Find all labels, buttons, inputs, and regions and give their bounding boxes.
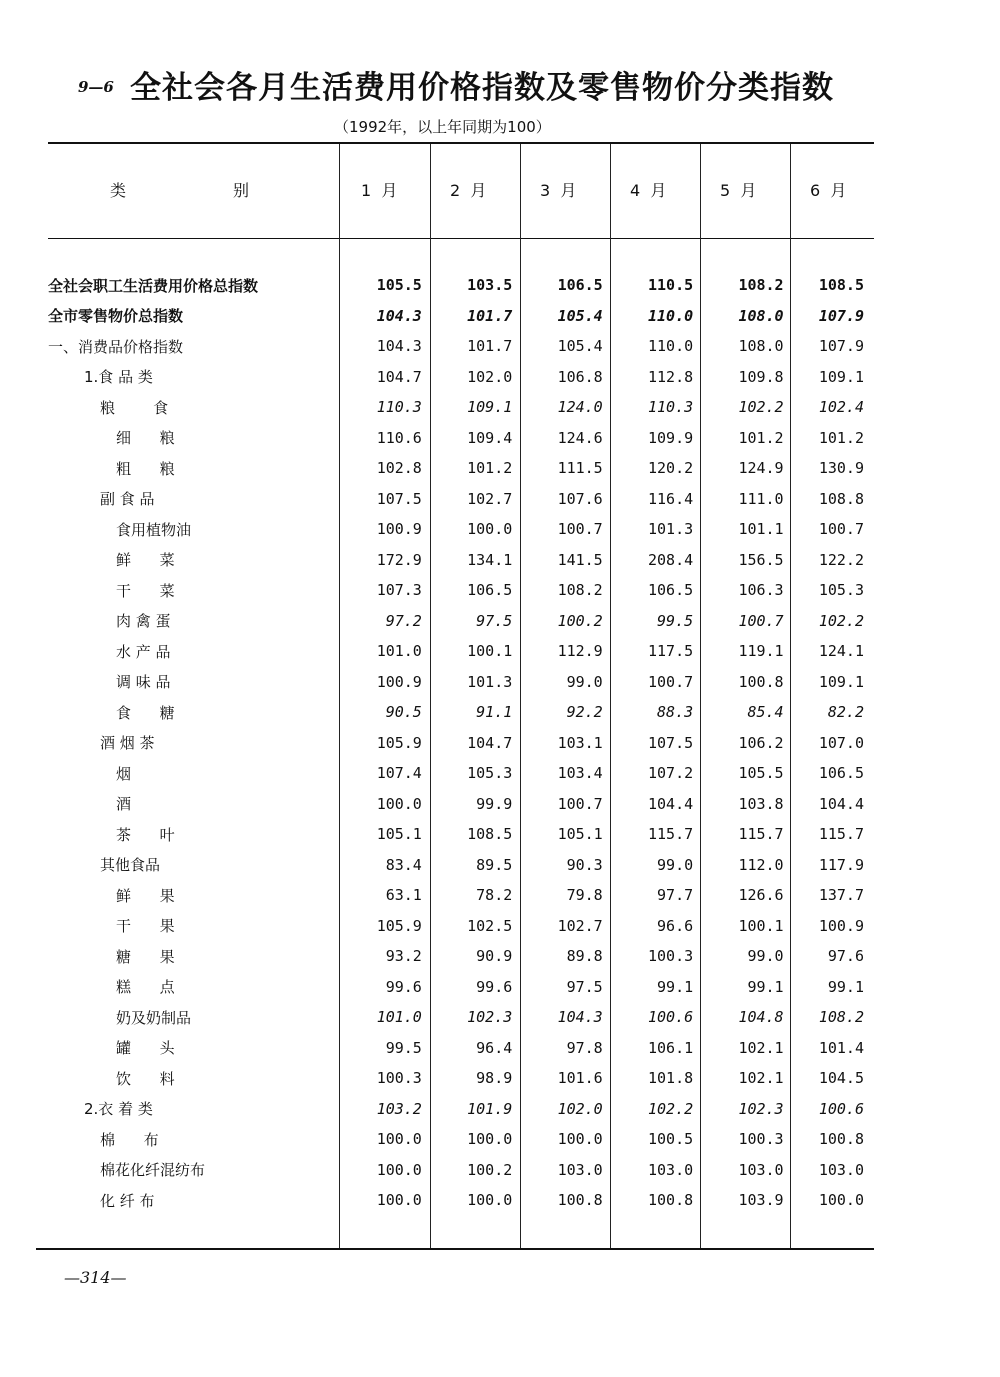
cell-month-6: 105.3: [818, 581, 864, 600]
row-label: 奶及奶制品: [116, 1008, 192, 1027]
cell-month-2: 102.5: [467, 916, 513, 935]
header-month-2: 2 月: [450, 181, 487, 200]
table-row: [48, 667, 874, 698]
table-row: [48, 819, 874, 850]
table-row: [48, 1094, 874, 1125]
cell-month-1: 90.5: [385, 703, 422, 722]
table-row: [48, 1063, 874, 1094]
cell-month-6: 108.2: [818, 1008, 864, 1027]
cell-month-6: 117.9: [818, 855, 864, 874]
cell-month-6: 101.4: [818, 1038, 864, 1057]
cell-month-6: 100.9: [818, 916, 864, 935]
cell-month-4: 110.0: [648, 306, 694, 325]
cell-month-1: 101.0: [376, 642, 422, 661]
cell-month-5: 102.1: [738, 1069, 784, 1088]
cell-month-5: 124.9: [738, 459, 784, 478]
table-row: [48, 331, 874, 362]
cell-month-4: 109.9: [648, 428, 694, 447]
cell-month-3: 89.8: [566, 947, 603, 966]
table-row: [48, 423, 874, 454]
cell-month-2: 134.1: [467, 550, 513, 569]
cell-month-2: 102.7: [467, 489, 513, 508]
cell-month-5: 156.5: [738, 550, 784, 569]
cell-month-6: 107.0: [818, 733, 864, 752]
cell-month-1: 110.6: [376, 428, 422, 447]
header-rule: [48, 238, 874, 239]
table-row: [48, 728, 874, 759]
cell-month-2: 102.3: [467, 1008, 513, 1027]
cell-month-1: 105.5: [376, 276, 422, 295]
cell-month-1: 104.7: [376, 367, 422, 386]
cell-month-6: 100.7: [818, 520, 864, 539]
cell-month-2: 100.0: [467, 1191, 513, 1210]
cell-month-3: 101.6: [557, 1069, 603, 1088]
cell-month-3: 111.5: [557, 459, 603, 478]
cell-month-4: 110.5: [648, 276, 694, 295]
cell-month-6: 107.9: [818, 306, 864, 325]
cell-month-5: 108.0: [738, 306, 784, 325]
cell-month-1: 100.0: [376, 794, 422, 813]
cell-month-2: 101.3: [467, 672, 513, 691]
cell-month-3: 105.4: [557, 337, 603, 356]
cell-month-2: 96.4: [476, 1038, 513, 1057]
table-row: [48, 697, 874, 728]
cell-month-3: 107.6: [557, 489, 603, 508]
cell-month-5: 108.0: [738, 337, 784, 356]
cell-month-3: 99.0: [566, 672, 603, 691]
row-label: 茶 叶: [116, 825, 175, 844]
cell-month-6: 108.5: [818, 276, 864, 295]
cell-month-4: 88.3: [657, 703, 694, 722]
cell-month-6: 100.8: [818, 1130, 864, 1149]
row-label: 一、消费品价格指数: [48, 337, 184, 356]
cell-month-4: 100.6: [648, 1008, 694, 1027]
cell-month-3: 103.1: [557, 733, 603, 752]
cell-month-3: 105.1: [557, 825, 603, 844]
cell-month-1: 104.3: [376, 337, 422, 356]
cell-month-4: 101.8: [648, 1069, 694, 1088]
cell-month-6: 109.1: [818, 672, 864, 691]
cell-month-5: 85.4: [747, 703, 784, 722]
header-category-char-1: 类: [110, 181, 127, 200]
cell-month-4: 104.4: [648, 794, 694, 813]
cell-month-2: 100.0: [467, 520, 513, 539]
cell-month-2: 98.9: [476, 1069, 513, 1088]
cell-month-6: 104.5: [818, 1069, 864, 1088]
table-row: [48, 514, 874, 545]
table-row: [48, 545, 874, 576]
row-label: 细 粮: [116, 429, 175, 448]
cell-month-4: 110.0: [648, 337, 694, 356]
row-label: 2.衣 着 类: [84, 1100, 153, 1119]
row-label: 饮 料: [116, 1069, 175, 1088]
row-label: 食 糖: [116, 703, 175, 722]
cell-month-2: 106.5: [467, 581, 513, 600]
cell-month-3: 100.8: [557, 1191, 603, 1210]
cell-month-3: 90.3: [566, 855, 603, 874]
cell-month-1: 100.3: [376, 1069, 422, 1088]
cell-month-2: 91.1: [476, 703, 513, 722]
cell-month-1: 110.3: [376, 398, 422, 417]
cell-month-2: 108.5: [467, 825, 513, 844]
cell-month-5: 99.0: [747, 947, 784, 966]
table-subtitle: （1992年，以上年同期为100）: [334, 118, 551, 136]
row-label: 调 味 品: [116, 673, 171, 692]
cell-month-2: 103.5: [467, 276, 513, 295]
cell-month-5: 111.0: [738, 489, 784, 508]
cell-month-4: 107.2: [648, 764, 694, 783]
table-number: 9—6: [78, 78, 114, 96]
cell-month-2: 109.1: [467, 398, 513, 417]
cell-month-3: 103.0: [557, 1160, 603, 1179]
cell-month-3: 97.5: [566, 977, 603, 996]
cell-month-1: 102.8: [376, 459, 422, 478]
cell-month-3: 102.0: [557, 1099, 603, 1118]
cell-month-5: 101.1: [738, 520, 784, 539]
cell-month-4: 115.7: [648, 825, 694, 844]
cell-month-4: 106.1: [648, 1038, 694, 1057]
cell-month-6: 101.2: [818, 428, 864, 447]
cell-month-3: 112.9: [557, 642, 603, 661]
cell-month-1: 83.4: [385, 855, 422, 874]
cell-month-4: 110.3: [648, 398, 694, 417]
cell-month-3: 141.5: [557, 550, 603, 569]
cell-month-6: 104.4: [818, 794, 864, 813]
cell-month-5: 115.7: [738, 825, 784, 844]
cell-month-6: 102.4: [818, 398, 864, 417]
row-label: 肉 禽 蛋: [116, 612, 171, 631]
cell-month-1: 100.9: [376, 520, 422, 539]
cell-month-1: 105.1: [376, 825, 422, 844]
cell-month-2: 101.7: [467, 337, 513, 356]
row-label: 糕 点: [116, 978, 175, 997]
row-label: 酒 烟 茶: [100, 734, 155, 753]
cell-month-5: 108.2: [738, 276, 784, 295]
cell-month-3: 100.0: [557, 1130, 603, 1149]
row-label: 干 果: [116, 917, 175, 936]
cell-month-1: 97.2: [385, 611, 422, 630]
page-number: —314—: [64, 1268, 127, 1287]
cell-month-3: 108.2: [557, 581, 603, 600]
cell-month-4: 96.6: [657, 916, 694, 935]
cell-month-1: 99.5: [385, 1038, 422, 1057]
table-row: [48, 972, 874, 1003]
cell-month-6: 82.2: [827, 703, 864, 722]
cell-month-2: 89.5: [476, 855, 513, 874]
table-row: [48, 270, 874, 301]
cell-month-4: 106.5: [648, 581, 694, 600]
cell-month-4: 99.5: [657, 611, 694, 630]
cell-month-4: 99.0: [657, 855, 694, 874]
cell-month-6: 115.7: [818, 825, 864, 844]
cell-month-1: 104.3: [376, 306, 422, 325]
row-label: 粮 食: [100, 398, 169, 417]
table-row: [48, 1124, 874, 1155]
cell-month-1: 63.1: [385, 886, 422, 905]
bottom-rule: [36, 1248, 874, 1250]
row-label: 酒: [116, 795, 132, 814]
cell-month-5: 126.6: [738, 886, 784, 905]
cell-month-4: 99.1: [657, 977, 694, 996]
cell-month-1: 103.2: [376, 1099, 422, 1118]
cell-month-1: 100.0: [376, 1130, 422, 1149]
cell-month-6: 100.6: [818, 1099, 864, 1118]
cell-month-3: 102.7: [557, 916, 603, 935]
cell-month-5: 104.8: [738, 1008, 784, 1027]
cell-month-1: 100.0: [376, 1191, 422, 1210]
cell-month-3: 103.4: [557, 764, 603, 783]
cell-month-2: 109.4: [467, 428, 513, 447]
cell-month-6: 106.5: [818, 764, 864, 783]
table-row: [48, 362, 874, 393]
cell-month-2: 78.2: [476, 886, 513, 905]
row-label: 其他食品: [100, 856, 161, 875]
row-label: 粗 粮: [116, 459, 175, 478]
cell-month-3: 124.0: [557, 398, 603, 417]
cell-month-5: 112.0: [738, 855, 784, 874]
cell-month-5: 106.2: [738, 733, 784, 752]
table-row: [48, 941, 874, 972]
cell-month-3: 106.8: [557, 367, 603, 386]
cell-month-4: 103.0: [648, 1160, 694, 1179]
table-row: [48, 484, 874, 515]
cell-month-3: 100.7: [557, 520, 603, 539]
cell-month-4: 102.2: [648, 1099, 694, 1118]
cell-month-6: 137.7: [818, 886, 864, 905]
cell-month-1: 107.5: [376, 489, 422, 508]
cell-month-4: 100.5: [648, 1130, 694, 1149]
row-label: 罐 头: [116, 1039, 175, 1058]
cell-month-2: 102.0: [467, 367, 513, 386]
cell-month-6: 99.1: [827, 977, 864, 996]
table-row: [48, 758, 874, 789]
cell-month-5: 102.3: [738, 1099, 784, 1118]
cell-month-2: 101.9: [467, 1099, 513, 1118]
cell-month-4: 100.7: [648, 672, 694, 691]
cell-month-5: 100.3: [738, 1130, 784, 1149]
cell-month-1: 172.9: [376, 550, 422, 569]
cell-month-1: 99.6: [385, 977, 422, 996]
cell-month-5: 103.9: [738, 1191, 784, 1210]
row-label: 化 纤 布: [100, 1191, 155, 1210]
table-row: [48, 1185, 874, 1216]
cell-month-6: 108.8: [818, 489, 864, 508]
row-label: 鲜 菜: [116, 551, 175, 570]
cell-month-1: 101.0: [376, 1008, 422, 1027]
cell-month-4: 208.4: [648, 550, 694, 569]
cell-month-2: 105.3: [467, 764, 513, 783]
header-month-4: 4 月: [630, 181, 667, 200]
cell-month-5: 106.3: [738, 581, 784, 600]
cell-month-5: 103.8: [738, 794, 784, 813]
cell-month-2: 99.6: [476, 977, 513, 996]
cell-month-2: 97.5: [476, 611, 513, 630]
cell-month-6: 109.1: [818, 367, 864, 386]
cell-month-1: 107.3: [376, 581, 422, 600]
row-label: 棉 布: [100, 1130, 159, 1149]
cell-month-5: 119.1: [738, 642, 784, 661]
cell-month-3: 97.8: [566, 1038, 603, 1057]
cell-month-6: 122.2: [818, 550, 864, 569]
row-label: 干 菜: [116, 581, 175, 600]
cell-month-6: 97.6: [827, 947, 864, 966]
cell-month-6: 100.0: [818, 1191, 864, 1210]
header-category-char-2: 别: [233, 181, 250, 200]
cell-month-3: 105.4: [557, 306, 603, 325]
top-rule: [48, 142, 874, 144]
cell-month-3: 100.2: [557, 611, 603, 630]
cell-month-5: 103.0: [738, 1160, 784, 1179]
table-row: [48, 575, 874, 606]
cell-month-6: 124.1: [818, 642, 864, 661]
cell-month-3: 104.3: [557, 1008, 603, 1027]
table-row: [48, 1002, 874, 1033]
cell-month-1: 107.4: [376, 764, 422, 783]
table-row: [48, 850, 874, 881]
cell-month-4: 117.5: [648, 642, 694, 661]
cell-month-4: 100.8: [648, 1191, 694, 1210]
header-month-1: 1 月: [361, 181, 398, 200]
cell-month-5: 100.1: [738, 916, 784, 935]
table-row: [48, 301, 874, 332]
row-label: 棉花化纤混纺布: [100, 1161, 206, 1180]
row-label: 糖 果: [116, 947, 175, 966]
row-label: 烟: [116, 764, 132, 783]
cell-month-3: 92.2: [566, 703, 603, 722]
cell-month-3: 124.6: [557, 428, 603, 447]
cell-month-2: 90.9: [476, 947, 513, 966]
table-row: [48, 911, 874, 942]
cell-month-6: 107.9: [818, 337, 864, 356]
row-label: 副 食 品: [100, 490, 155, 509]
cell-month-4: 120.2: [648, 459, 694, 478]
row-label: 水 产 品: [116, 642, 171, 661]
table-row: [48, 789, 874, 820]
cell-month-5: 100.8: [738, 672, 784, 691]
cell-month-6: 102.2: [818, 611, 864, 630]
table-row: [48, 1155, 874, 1186]
cell-month-2: 101.7: [467, 306, 513, 325]
cell-month-1: 100.9: [376, 672, 422, 691]
row-label: 全市零售物价总指数: [48, 307, 184, 326]
cell-month-5: 109.8: [738, 367, 784, 386]
row-label: 1.食 品 类: [84, 368, 153, 387]
cell-month-2: 101.2: [467, 459, 513, 478]
cell-month-4: 100.3: [648, 947, 694, 966]
row-label: 鲜 果: [116, 886, 175, 905]
table-row: [48, 636, 874, 667]
cell-month-4: 112.8: [648, 367, 694, 386]
cell-month-2: 100.2: [467, 1160, 513, 1179]
header-month-6: 6 月: [810, 181, 847, 200]
cell-month-1: 93.2: [385, 947, 422, 966]
cell-month-5: 102.2: [738, 398, 784, 417]
cell-month-4: 107.5: [648, 733, 694, 752]
table-row: [48, 392, 874, 423]
cell-month-2: 99.9: [476, 794, 513, 813]
cell-month-3: 100.7: [557, 794, 603, 813]
cell-month-5: 99.1: [747, 977, 784, 996]
cell-month-4: 97.7: [657, 886, 694, 905]
cell-month-2: 104.7: [467, 733, 513, 752]
cell-month-1: 105.9: [376, 733, 422, 752]
cell-month-5: 100.7: [738, 611, 784, 630]
cell-month-6: 130.9: [818, 459, 864, 478]
cell-month-5: 105.5: [738, 764, 784, 783]
row-label: 食用植物油: [116, 520, 192, 539]
cell-month-2: 100.0: [467, 1130, 513, 1149]
data-table: [48, 270, 874, 1216]
header-month-3: 3 月: [540, 181, 577, 200]
table-row: [48, 606, 874, 637]
cell-month-1: 105.9: [376, 916, 422, 935]
cell-month-3: 79.8: [566, 886, 603, 905]
page-title: 全社会各月生活费用价格指数及零售物价分类指数: [130, 70, 834, 106]
cell-month-3: 106.5: [557, 276, 603, 295]
cell-month-2: 100.1: [467, 642, 513, 661]
cell-month-5: 101.2: [738, 428, 784, 447]
table-row: [48, 880, 874, 911]
header-month-5: 5 月: [720, 181, 757, 200]
table-row: [48, 1033, 874, 1064]
table-row: [48, 453, 874, 484]
cell-month-1: 100.0: [376, 1160, 422, 1179]
cell-month-5: 102.1: [738, 1038, 784, 1057]
cell-month-4: 101.3: [648, 520, 694, 539]
cell-month-6: 103.0: [818, 1160, 864, 1179]
cell-month-4: 116.4: [648, 489, 694, 508]
row-label: 全社会职工生活费用价格总指数: [48, 276, 259, 295]
